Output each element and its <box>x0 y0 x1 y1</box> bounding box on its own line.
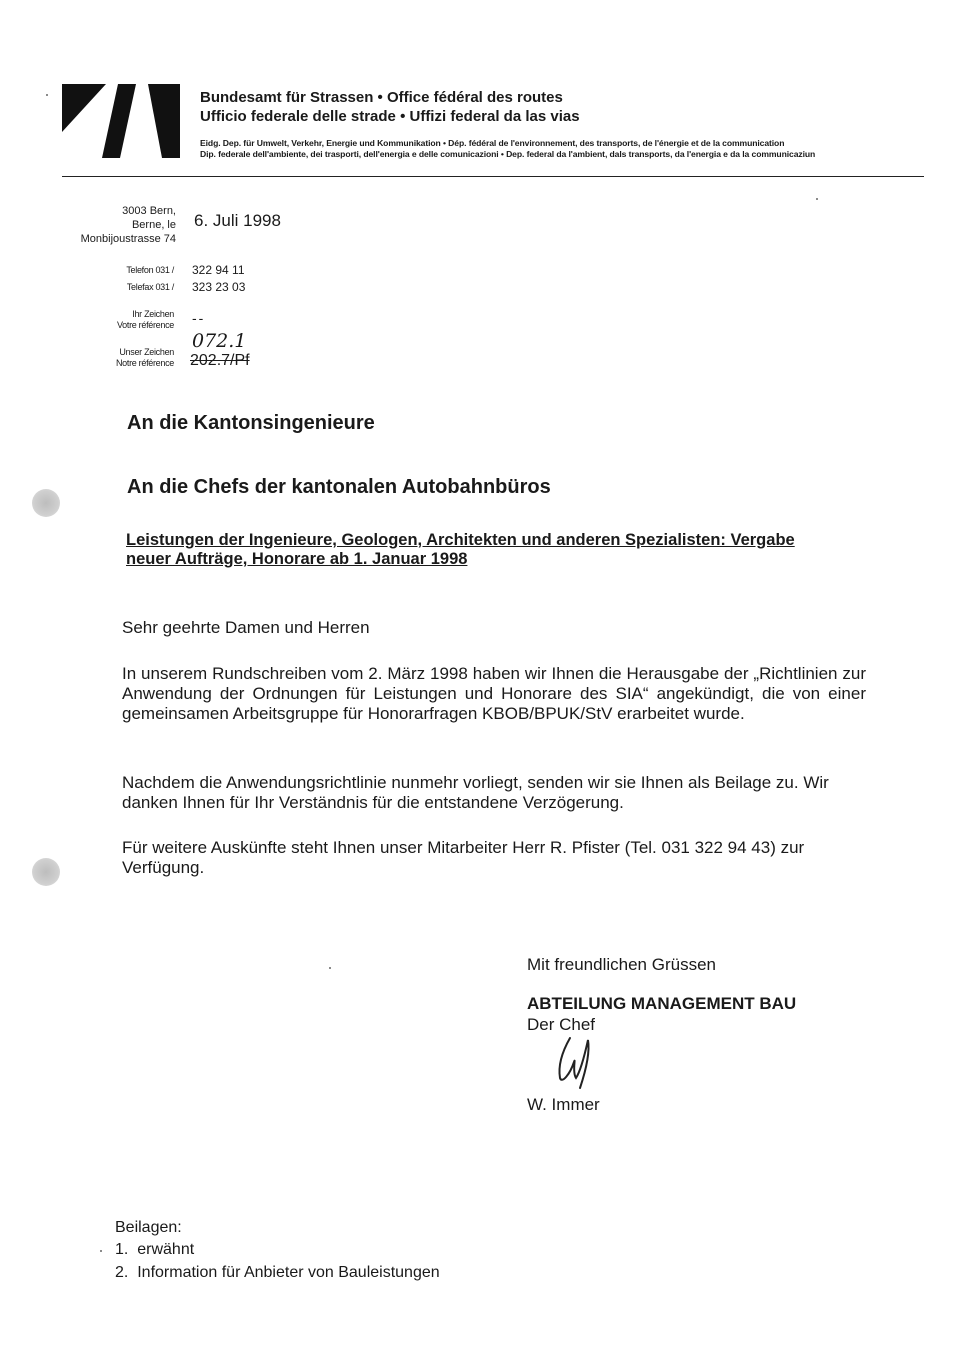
place-block <box>81 204 176 246</box>
punch-hole-bottom <box>32 858 60 886</box>
enclosure-text: Information für Anbieter von Bauleistungen <box>137 1264 440 1281</box>
unser-zeichen-handwritten: 072.1 <box>192 330 247 352</box>
subject-line-1: Leistungen der Ingenieure, Geologen, Architekten und anderen Spezialisten: Vergabe <box>126 531 795 549</box>
letter-date: 6. Juli 1998 <box>194 211 281 230</box>
scan-speck <box>329 967 331 969</box>
unser-zeichen-labels <box>116 347 174 369</box>
closing-greeting: Mit freundlichen Grüssen <box>527 955 716 974</box>
scan-speck <box>46 94 48 96</box>
enclosure-item <box>115 1241 194 1259</box>
scan-speck <box>100 1250 102 1252</box>
subject <box>126 531 868 569</box>
telefax-label: Telefax 031 / <box>126 282 174 292</box>
dept-line-1: Eidg. Dep. für Umwelt, Verkehr, Energie und Kommunikation • Dép. fédéral de l'environnement, des transports, de l'énergie et de la communication <box>200 138 785 148</box>
enclosure-number: 1. <box>115 1241 129 1258</box>
dept-line-2: Dip. federale dell'ambiente, dei trasporti, dell'energia e delle comunicazioni • Dep. federal da l'ambient, dals transports, da l'energia e da la communicaziun <box>200 149 816 159</box>
salutation: Sehr geehrte Damen und Herren <box>122 618 370 637</box>
place-line-2: Berne, le <box>131 219 176 231</box>
handwritten-signature <box>552 1032 604 1092</box>
telefax-value: 323 23 03 <box>192 280 246 294</box>
department-name <box>200 138 815 160</box>
notre-reference-label: Notre référence <box>115 358 174 368</box>
subject-line-2: neuer Aufträge, Honorare ab 1. Januar 1998 <box>126 550 468 568</box>
org-line-1: Bundesamt für Strassen • Office fédéral des routes <box>200 89 563 106</box>
enclosure-item <box>115 1264 440 1282</box>
ihr-zeichen-value: -- <box>192 310 206 326</box>
place-line-1: 3003 Bern, <box>122 205 176 217</box>
closing-department: ABTEILUNG MANAGEMENT BAU <box>527 994 797 1013</box>
addressee-2: An die Chefs der kantonalen Autobahnbüros <box>127 476 551 498</box>
enclosure-number: 2. <box>115 1264 129 1281</box>
enclosure-text: erwähnt <box>137 1241 195 1258</box>
scan-speck <box>816 198 818 200</box>
paragraph-1: In unserem Rundschreiben vom 2. März 1998 haben wir Ihnen die Herausgabe der „Richtlinien zur Anwendung der Ordnungen für Leistungen und Honorare des SIA“ angekündigt, die von einer gemeinsamen Arbeitsgruppe für Honorarfragen KBOB/BPUK/StV erarbeitet wurde. <box>122 664 866 723</box>
punch-hole-top <box>32 489 60 517</box>
header-divider <box>62 176 924 177</box>
unser-zeichen-label: Unser Zeichen <box>119 347 174 357</box>
org-line-2: Ufficio federale delle strade • Uffizi federal da las vias <box>200 108 580 125</box>
signatory-name: W. Immer <box>527 1095 600 1114</box>
ihr-zeichen-label: Ihr Zeichen <box>132 309 174 319</box>
federal-logo <box>62 84 180 158</box>
unser-zeichen-struck: 202.7/Pf <box>190 352 250 369</box>
enclosures-label: Beilagen: <box>115 1219 182 1236</box>
addressee-1: An die Kantonsingenieure <box>127 412 375 434</box>
telefon-label: Telefon 031 / <box>126 265 174 275</box>
paragraph-2: Nachdem die Anwendungsrichtlinie nunmehr vorliegt, senden wir sie Ihnen als Beilage zu. Wir danken Ihnen für Ihr Verständnis für die entstandene Verzögerung. <box>122 773 829 812</box>
paragraph-3: Für weitere Auskünfte steht Ihnen unser Mitarbeiter Herr R. Pfister (Tel. 031 322 94 43) zur Verfügung. <box>122 838 805 877</box>
ihr-zeichen-labels <box>117 309 174 331</box>
closing-role: Der Chef <box>527 1015 596 1034</box>
place-line-3: Monbijoustrasse 74 <box>80 233 176 245</box>
telefon-value: 322 94 11 <box>192 263 245 277</box>
votre-reference-label: Votre référence <box>116 320 174 330</box>
organization-name <box>200 88 580 126</box>
